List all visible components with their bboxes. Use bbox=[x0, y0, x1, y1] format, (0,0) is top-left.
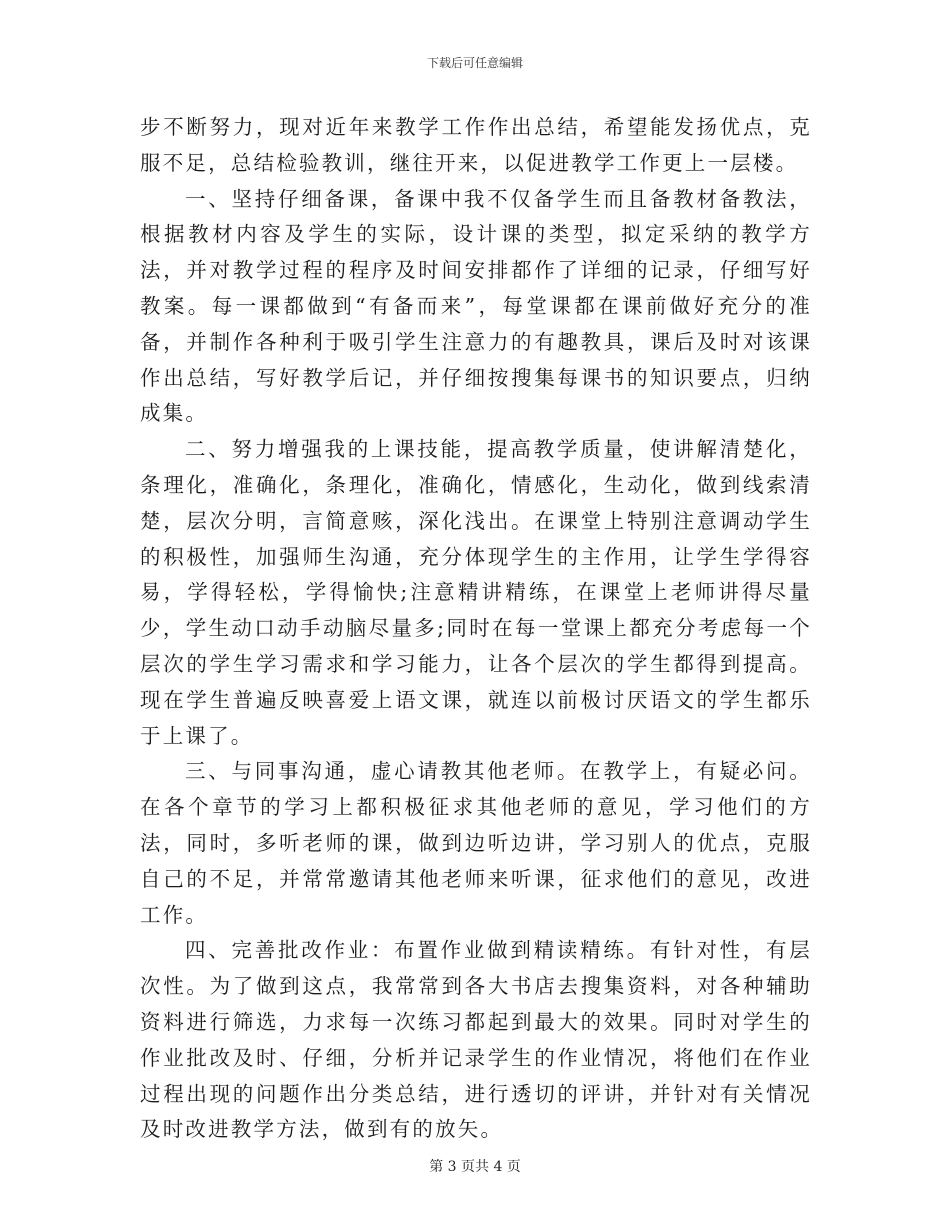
paragraph-section-3: 三、与同事沟通，虚心请教其他老师。在教学上，有疑必问。在各个章节的学习上都积极征求其他老师的意见，学习他们的方法，同时，多听老师的课，做到边听边讲，学习别人的优点，克服自己的不足，并常常邀请其他老师来听课，征求他们的意见，改进工作。 bbox=[140, 759, 812, 927]
paragraph-section-2: 二、努力增强我的上课技能，提高教学质量，使讲解清楚化，条理化，准确化，条理化，准确化，情感化，生动化，做到线索清楚，层次分明，言简意赅，深化浅出。在课堂上特别注意调动学生的积极性，加强师生沟通，充分体现学生的主作用，让学生学得容易，学得轻松，学得愉快;注意精讲精练，在课堂上老师讲得尽量少，学生动口动手动脑尽量多;同时在每一堂课上都充分考虑每一个层次的学生学习需求和学习能力，让各个层次的学生都得到提高。现在学生普遍反映喜爱上语文课，就连以前极讨厌语文的学生都乐于上课了。 bbox=[140, 437, 812, 748]
paragraph-continuation: 步不断努力，现对近年来教学工作作出总结，希望能发扬优点，克服不足，总结检验教训，继往开来，以促进教学工作更上一层楼。 bbox=[140, 115, 812, 175]
paragraph-section-1: 一、坚持仔细备课，备课中我不仅备学生而且备教材备教法，根据教材内容及学生的实际，设计课的类型，拟定采纳的教学方法，并对教学过程的程序及时间安排都作了详细的记录，仔细写好教案。每一课都做到“有备而来”，每堂课都在课前做好充分的准备，并制作各种利于吸引学生注意力的有趣教具，课后及时对该课作出总结，写好教学后记，并仔细按搜集每课书的知识要点，归纳成集。 bbox=[140, 186, 812, 426]
paragraph-section-4: 四、完善批改作业：布置作业做到精读精练。有针对性，有层次性。为了做到这点，我常常到各大书店去搜集资料，对各种辅助资料进行筛选，力求每一次练习都起到最大的效果。同时对学生的作业批改及时、仔细，分析并记录学生的作业情况，将他们在作业过程出现的问题作出分类总结，进行透切的评讲，并针对有关情况及时改进教学方法，做到有的放矢。 bbox=[140, 938, 812, 1142]
page-number: 第 3 页共 4 页 bbox=[429, 1159, 521, 1175]
document-body bbox=[140, 110, 812, 1148]
page-header: 下载后可任意编辑 bbox=[426, 56, 523, 70]
